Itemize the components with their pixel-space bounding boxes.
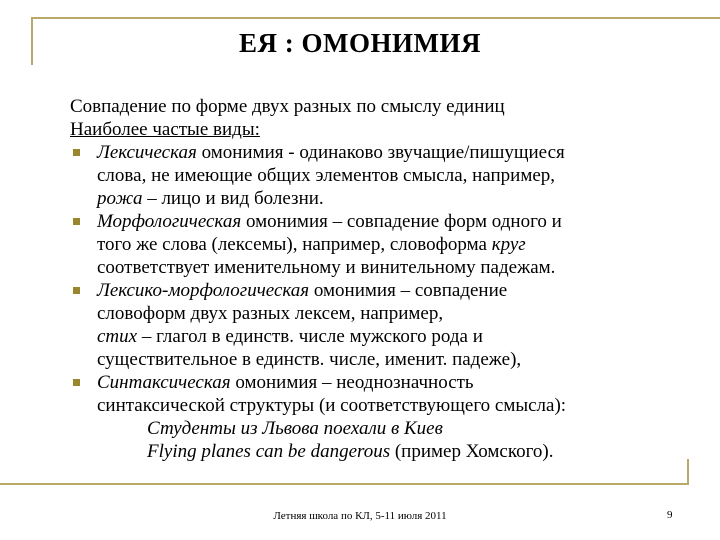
term: Синтаксическая	[97, 372, 231, 393]
item-line: существительное в единств. числе, именит. падеже),	[97, 349, 522, 370]
footer-text: Летняя школа по КЛ, 5-11 июля 2011	[273, 510, 447, 522]
item-line	[97, 141, 680, 164]
square-bullet-icon	[73, 379, 80, 386]
item-line: синтаксической структуры (и соответствующего смысла):	[97, 395, 567, 416]
list-item-lexical	[70, 141, 680, 210]
item-line	[97, 371, 680, 394]
item-text: омонимия – неоднозначность	[230, 372, 474, 393]
subheading: Наиболее частые виды:	[70, 119, 260, 140]
frame-bottom-line	[0, 483, 689, 485]
item-text: омонимия - одинаково звучащие/пишущиеся	[196, 142, 565, 163]
intro-text: Совпадение по форме двух разных по смыслу единиц	[70, 96, 505, 117]
square-bullet-icon	[73, 218, 80, 225]
term: Лексическая	[97, 142, 197, 163]
list-item-syntactic	[70, 371, 680, 463]
square-bullet-icon	[73, 149, 80, 156]
item-text: омонимия – совпадение	[309, 280, 508, 301]
item-line	[97, 325, 680, 348]
item-line	[97, 233, 680, 256]
list-item-morphological	[70, 210, 680, 279]
slide-content	[70, 95, 680, 463]
frame-right-line	[687, 459, 689, 485]
list-item-lexico-morphological	[70, 279, 680, 371]
example-word: круг	[491, 234, 526, 255]
frame-top-line	[31, 17, 720, 19]
item-line	[97, 210, 680, 233]
item-line: словоформ двух разных лексем, например,	[97, 303, 444, 324]
item-line	[97, 279, 680, 302]
term: Морфологическая	[97, 211, 242, 232]
item-text: того же слова (лексемы), например, словоформа	[97, 234, 492, 255]
example-ru: Студенты из Львова поехали в Киев	[147, 418, 443, 439]
item-line: слова, не имеющие общих элементов смысла, например,	[97, 165, 556, 186]
term: Лексико-морфологическая	[97, 280, 310, 301]
slide-title: ЕЯ : ОМОНИМИЯ	[239, 28, 481, 58]
example-sentence	[97, 440, 680, 463]
example-word: рожа	[97, 188, 143, 209]
item-text: (пример Хомского).	[390, 441, 554, 462]
item-line	[97, 187, 680, 210]
example-word: стих	[97, 326, 138, 347]
item-text: – глагол в единств. числе мужского рода и	[137, 326, 483, 347]
item-text: – лицо и вид болезни.	[142, 188, 324, 209]
square-bullet-icon	[73, 287, 80, 294]
item-line: соответствует именительному и винительному падежам.	[97, 257, 556, 278]
example-sentence	[97, 417, 680, 440]
item-text: омонимия – совпадение форм одного и	[241, 211, 562, 232]
example-en: Flying planes can be dangerous	[147, 441, 391, 462]
page-number: 9	[667, 509, 673, 521]
